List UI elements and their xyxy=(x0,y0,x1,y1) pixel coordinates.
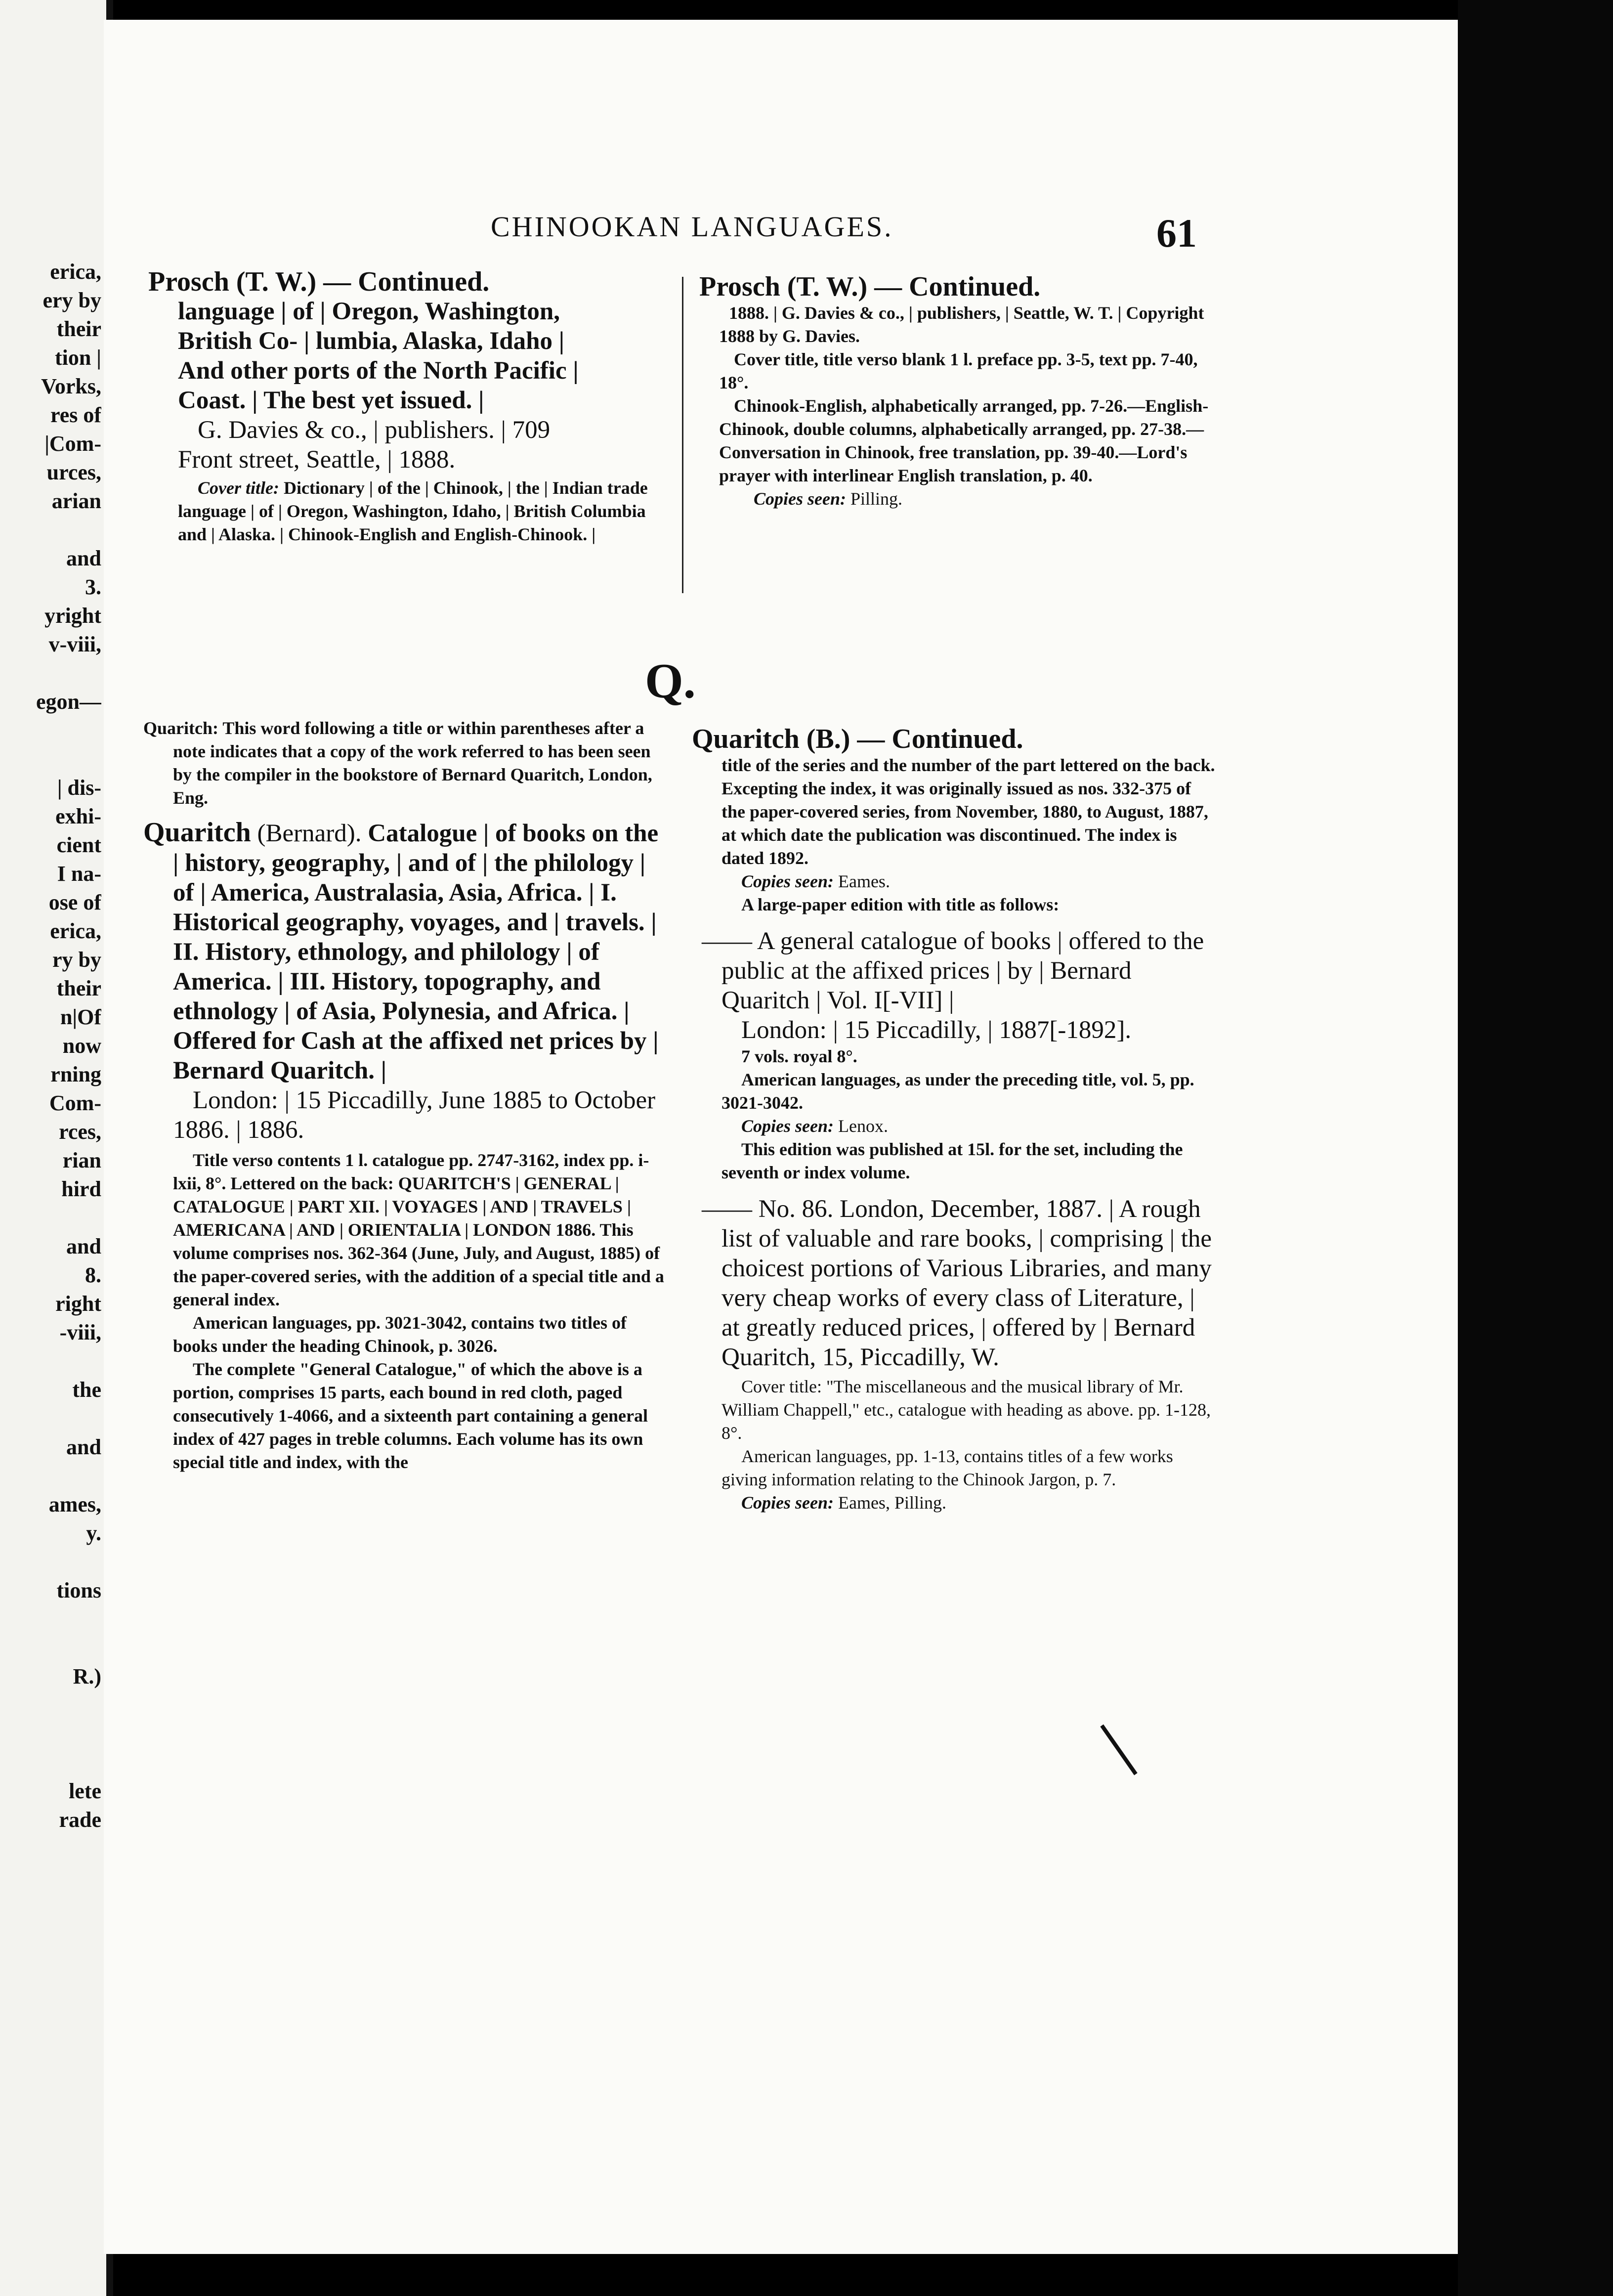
entry-title: Catalogue | of books on the | history, geography, | and of | the philology | of | America, Australasia, Asia, Africa. | I. Historical geography, voyages, and | travels. | II. History, ethnology, and philology | of America. | III. History, topography, and ethnology | of Asia, Polynesia, and Africa. | Offered for Cash at the affixed net prices by | Bernard Quaritch. | xyxy=(173,820,659,1084)
edition-title: —— A general catalogue of books | offered to the public at the affixed prices | by | Bernard Quaritch | Vol. I[-VII] | xyxy=(702,927,1204,1014)
title-line: And other ports of the North Pacific | xyxy=(178,357,579,385)
previous-page-fragment: erica, xyxy=(50,919,101,943)
section-letter: Q. xyxy=(645,653,696,708)
previous-page-fragment: |Com- xyxy=(44,432,101,456)
previous-page-fragment: and xyxy=(66,1234,101,1258)
previous-page-fragments xyxy=(0,257,101,1834)
edition-imprint: London: | 15 Piccadilly, | 1887[-1892]. xyxy=(741,1016,1132,1044)
previous-page-fragment: ery by xyxy=(42,288,101,312)
previous-page-fragment: right xyxy=(55,1292,101,1316)
copies-seen xyxy=(692,870,1216,893)
cover-title-label: Cover title: xyxy=(198,478,279,498)
previous-page-edge xyxy=(0,0,113,2296)
copies-seen-value: Lenox. xyxy=(838,1116,888,1136)
previous-page-fragment: rian xyxy=(62,1148,101,1172)
imprint-note: 1888. | G. Davies & co., | publishers, | Seattle, W. T. | Copyright 1888 by G. Davies. xyxy=(719,303,1204,346)
series-note: title of the series and the number of the part lettered on the back. Excepting the index, it was originally issued as nos. 332-375 of the paper-covered series, from November, 1880, to August, 1887, at which date the publication was discontinued. The index is dated 1892. xyxy=(722,755,1215,868)
previous-page-fragment xyxy=(0,716,101,744)
rough-list-title: —— No. 86. London, December, 1887. | A rough list of valuable and rare books, | comprising | the choicest portions of Various Libraries, and many very cheap works of every class of Literature, | at greatly reduced prices, | offered by | Bernard Quaritch, 15, Piccadilly, W. xyxy=(702,1195,1212,1371)
previous-page-fragment: the xyxy=(72,1378,101,1402)
previous-page-fragment xyxy=(0,658,101,687)
cover-title-note: Cover title: "The miscellaneous and the musical library of Mr. William Chappell," etc., catalogue with heading as above. pp. 1-128, 8°. xyxy=(722,1377,1211,1443)
entry-heading: Prosch (T. W.) — Continued. xyxy=(699,271,1041,302)
previous-page-fragment xyxy=(0,1719,101,1748)
copies-seen xyxy=(692,1115,1216,1138)
previous-page-fragment: res of xyxy=(50,403,101,427)
previous-page-fragment: rces, xyxy=(59,1120,101,1144)
previous-page-fragment: erica, xyxy=(50,260,101,284)
contents-note: Chinook-English, alphabetically arranged, pp. 7-26.—English-Chinook, double columns, alphabetically arranged, pp. 27-38.—Conversation in Chinook, free translation, pp. 39-40.—Lord's prayer with interlinear English translation, p. 40. xyxy=(719,396,1209,485)
previous-page-fragment: ames, xyxy=(48,1492,101,1516)
imprint-line: G. Davies & co., | publishers. | 709 xyxy=(198,416,551,444)
previous-page-fragment: urces, xyxy=(46,460,101,484)
copies-seen-label: Copies seen: xyxy=(741,1493,834,1513)
entry-heading: Quaritch xyxy=(143,817,251,848)
catalogue-entry xyxy=(143,818,667,1085)
page-number: 61 xyxy=(1156,211,1197,256)
previous-page-fragment: now xyxy=(62,1034,101,1058)
previous-page-fragment: egon— xyxy=(36,690,101,714)
previous-page-fragment: tion | xyxy=(54,346,101,370)
copies-seen-label: Copies seen: xyxy=(754,489,846,509)
title-line: British Co- | lumbia, Alaska, Idaho | xyxy=(178,327,564,355)
bottom-right-column xyxy=(692,724,1216,1515)
languages-note: American languages, as under the preceding title, vol. 5, pp. 3021-3042. xyxy=(722,1070,1194,1113)
previous-page-fragment xyxy=(0,1346,101,1375)
top-left-column xyxy=(148,267,672,546)
quaritch-note: Quaritch: This word following a title or within parentheses after a note indicates that a copy of the work referred to has been seen by the compiler in the bookstore of Bernard Quaritch, London, Eng. xyxy=(143,718,652,808)
previous-page-fragment: 3. xyxy=(85,575,101,599)
previous-page-fragment xyxy=(0,1461,101,1490)
author-name: (Bernard). xyxy=(257,820,362,847)
price-note: This edition was published at 15l. for the set, including the seventh or index volume. xyxy=(722,1139,1183,1182)
previous-page-fragment: rade xyxy=(59,1808,101,1832)
copies-seen-value: Eames. xyxy=(838,871,890,891)
previous-page-fragment xyxy=(0,744,101,773)
previous-page-fragment: I na- xyxy=(57,862,101,886)
title-line: Coast. | The best yet issued. | xyxy=(178,387,484,414)
general-catalogue-note: The complete "General Catalogue," of which the above is a portion, comprises 15 parts, each bound in red cloth, paged consecutively 1-4066, and a sixteenth part containing a general index of 427 pages in treble columns. Each volume has its own special title and index, with the xyxy=(173,1359,648,1472)
copies-seen-value: Pilling. xyxy=(850,489,903,509)
collation-note: Title verso contents 1 l. catalogue pp. 2747-3162, index pp. i-lxii, 8°. Lettered on the back: QUARITCH'S | GENERAL | CATALOGUE | PART XII. | VOYAGES | AND | TRAVELS | AMERICANA | AND | ORIENTALIA | LONDON 1886. This volume comprises nos. 362-364 (June, July, and August, 1885) of the paper-covered series, with the addition of a special title and a general index. xyxy=(173,1150,664,1309)
title-line: language | of | Oregon, Washington, xyxy=(178,298,560,325)
languages-note: American languages, pp. 3021-3042, contains two titles of books under the heading Chinook, p. 3026. xyxy=(173,1313,627,1356)
previous-page-fragment: -viii, xyxy=(59,1320,101,1344)
previous-page-fragment: Vorks, xyxy=(41,374,101,398)
previous-page-fragment xyxy=(0,1748,101,1776)
languages-note: American languages, pp. 1-13, contains titles of a few works giving information relating to the Chinook Jargon, p. 7. xyxy=(722,1446,1173,1489)
collation-note: Cover title, title verso blank 1 l. preface pp. 3-5, text pp. 7-40, 18°. xyxy=(719,349,1198,392)
column-rule xyxy=(682,277,683,593)
previous-page-fragment: ry by xyxy=(52,948,101,972)
previous-page-fragment: n|Of xyxy=(60,1005,101,1029)
top-right-column xyxy=(699,272,1218,511)
copies-seen xyxy=(699,487,1218,511)
entry-heading: Quaritch (B.) — Continued. xyxy=(692,724,1023,754)
previous-page-fragment: Com- xyxy=(49,1091,101,1115)
previous-page-fragment: cient xyxy=(56,833,101,857)
previous-page-fragment: tions xyxy=(56,1578,101,1603)
previous-page-fragment: and xyxy=(66,1435,101,1459)
previous-page-fragment: y. xyxy=(86,1521,101,1545)
running-head: CHINOOKAN LANGUAGES. xyxy=(491,211,893,243)
edition-size: 7 vols. royal 8°. xyxy=(741,1046,857,1066)
previous-page-fragment: | dis- xyxy=(57,776,101,800)
previous-page-fragment: their xyxy=(56,317,101,341)
previous-page-fragment xyxy=(0,1604,101,1633)
previous-page-fragment: hird xyxy=(61,1177,101,1201)
copies-seen-label: Copies seen: xyxy=(741,871,834,891)
previous-page-fragment: v-viii, xyxy=(48,632,101,656)
previous-page-fragment: yright xyxy=(44,604,101,628)
previous-page-fragment: exhi- xyxy=(55,804,101,828)
copies-seen-label: Copies seen: xyxy=(741,1116,834,1136)
imprint: London: | 15 Piccadilly, June 1885 to October 1886. | 1886. xyxy=(173,1086,656,1144)
copies-seen-value: Eames, Pilling. xyxy=(838,1493,946,1513)
entry-heading: Prosch (T. W.) — Continued. xyxy=(148,266,490,297)
cover-title-note xyxy=(148,477,672,546)
bottom-left-column xyxy=(143,717,667,1474)
large-paper-intro: A large-paper edition with title as follows: xyxy=(741,895,1060,914)
previous-page-fragment: ose of xyxy=(48,890,101,914)
previous-page-fragment xyxy=(0,1547,101,1576)
previous-page-fragment: rning xyxy=(50,1062,101,1086)
imprint-line: Front street, Seattle, | 1888. xyxy=(178,446,456,474)
previous-page-fragment: arian xyxy=(51,489,101,513)
previous-page-fragment: R.) xyxy=(73,1664,101,1689)
previous-page-fragment: and xyxy=(66,546,101,570)
cover-title-text: Dictionary | of the | Chinook, | the | Indian trade language | of | Oregon, Washington, Idaho, | British Columbia and | Alaska. | Chinook-English and English-Chinook. | xyxy=(178,478,648,544)
previous-page-fragment xyxy=(0,1633,101,1662)
previous-page-fragment xyxy=(0,1203,101,1232)
copies-seen xyxy=(692,1491,1216,1515)
page-gutter-shadow xyxy=(1458,0,1613,2296)
previous-page-fragment: 8. xyxy=(85,1263,101,1287)
previous-page-fragment xyxy=(0,1404,101,1432)
previous-page-fragment xyxy=(0,515,101,544)
previous-page-fragment xyxy=(0,1690,101,1719)
previous-page-fragment: their xyxy=(56,976,101,1000)
previous-page-fragment: lete xyxy=(69,1779,101,1803)
